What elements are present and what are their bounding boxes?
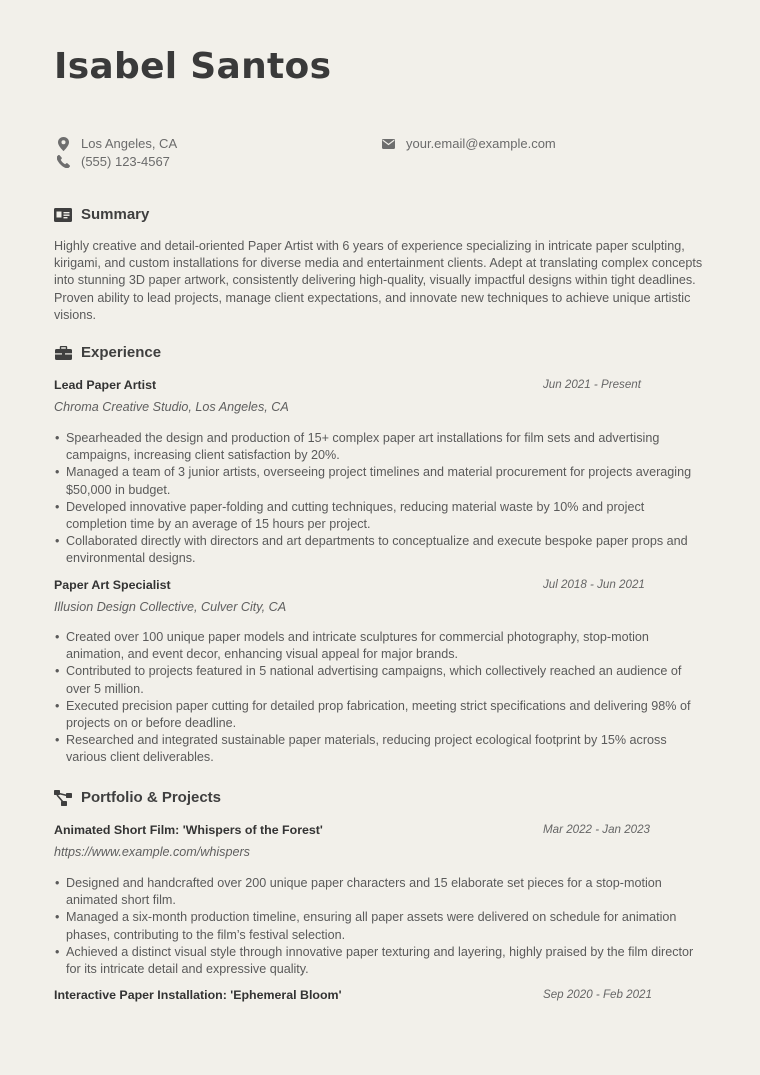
email-icon: [379, 139, 397, 149]
email-text[interactable]: your.email@example.com: [406, 136, 556, 151]
job-bullets: [54, 629, 706, 767]
job-title: Lead Paper Artist: [54, 378, 157, 392]
project-title: Animated Short Film: 'Whispers of the Forest': [54, 823, 323, 837]
project-link[interactable]: https://www.example.com/whispers: [54, 845, 250, 859]
contact-location: [54, 136, 177, 151]
job-date: Jul 2018 - Jun 2021: [543, 578, 645, 591]
bullet-item: • Designed and handcrafted over 200 unique paper characters and 15 elaborate set pieces for a stop-motion animated short film.: [54, 875, 706, 909]
briefcase-icon: [54, 346, 72, 360]
bullet-item: • Researched and integrated sustainable paper materials, reducing project ecological footprint by 15% across various client deliverables.: [54, 732, 706, 766]
experience-title: Experience: [81, 344, 162, 361]
summary-title: Summary: [81, 206, 150, 223]
bullet-item: • Executed precision paper cutting for detailed prop fabrication, meeting strict specifications and delivering 98% of projects on or before deadline.: [54, 698, 706, 732]
bullet-item: • Contributed to projects featured in 5 national advertising campaigns, which collectively reached an audience of over 5 million.: [54, 663, 706, 697]
portfolio-heading: [54, 789, 221, 806]
contact-phone: [54, 154, 170, 169]
project-tree-icon: [54, 790, 72, 806]
summary-text: Highly creative and detail-oriented Paper Artist with 6 years of experience specializing in intricate paper sculpting, kirigami, and custom installations for diverse media and entertainment clients. Adept at translating complex concepts into stunning 3D paper artwork, consistently delivering high-quality, visually impactful designs within tight deadlines. Proven ability to lead projects, manage client expectations, and innovate new techniques to achieve unique artistic visions.: [54, 239, 703, 322]
candidate-name: Isabel Santos: [54, 46, 332, 87]
map-pin-icon: [54, 137, 72, 151]
job-bullets: [54, 430, 706, 568]
phone-icon: [54, 155, 72, 168]
job-title: Paper Art Specialist: [54, 578, 171, 592]
bullet-item: • Achieved a distinct visual style through innovative paper texturing and layering, highly praised by the film director for its intricate detail and expressive quality.: [54, 944, 706, 978]
bullet-item: • Managed a team of 3 junior artists, overseeing project timelines and material procurement for projects averaging $50,000 in budget.: [54, 464, 706, 498]
portfolio-title: Portfolio & Projects: [81, 789, 222, 806]
job-company: Illusion Design Collective, Culver City, CA: [54, 600, 287, 614]
project-date: Mar 2022 - Jan 2023: [543, 823, 650, 836]
bullet-item: • Managed a six-month production timeline, ensuring all paper assets were delivered on schedule for animation phases, contributing to the film’s festival selection.: [54, 909, 706, 943]
job-date: Jun 2021 - Present: [543, 378, 641, 391]
project-title: Interactive Paper Installation: 'Ephemeral Bloom': [54, 988, 342, 1002]
project-bullets: [54, 875, 706, 978]
job-company: Chroma Creative Studio, Los Angeles, CA: [54, 400, 289, 414]
location-text: Los Angeles, CA: [81, 136, 178, 151]
summary-heading: [54, 206, 149, 223]
bullet-item: • Developed innovative paper-folding and cutting techniques, reducing material waste by 10% and project completion time by an average of 15 hours per project.: [54, 499, 706, 533]
bullet-item: • Spearheaded the design and production of 15+ complex paper art installations for film sets and advertising campaigns, increasing client satisfaction by 20%.: [54, 430, 706, 464]
bullet-item: • Collaborated directly with directors and art departments to conceptualize and execute bespoke paper props and environmental designs.: [54, 533, 706, 567]
bullet-item: • Created over 100 unique paper models and intricate sculptures for commercial photography, stop-motion animation, and event decor, enhancing visual appeal for major brands.: [54, 629, 706, 663]
id-card-icon: [54, 208, 72, 222]
contact-email: [379, 136, 556, 151]
phone-text: (555) 123-4567: [81, 154, 170, 169]
project-date: Sep 2020 - Feb 2021: [543, 988, 652, 1001]
experience-heading: [54, 344, 161, 361]
